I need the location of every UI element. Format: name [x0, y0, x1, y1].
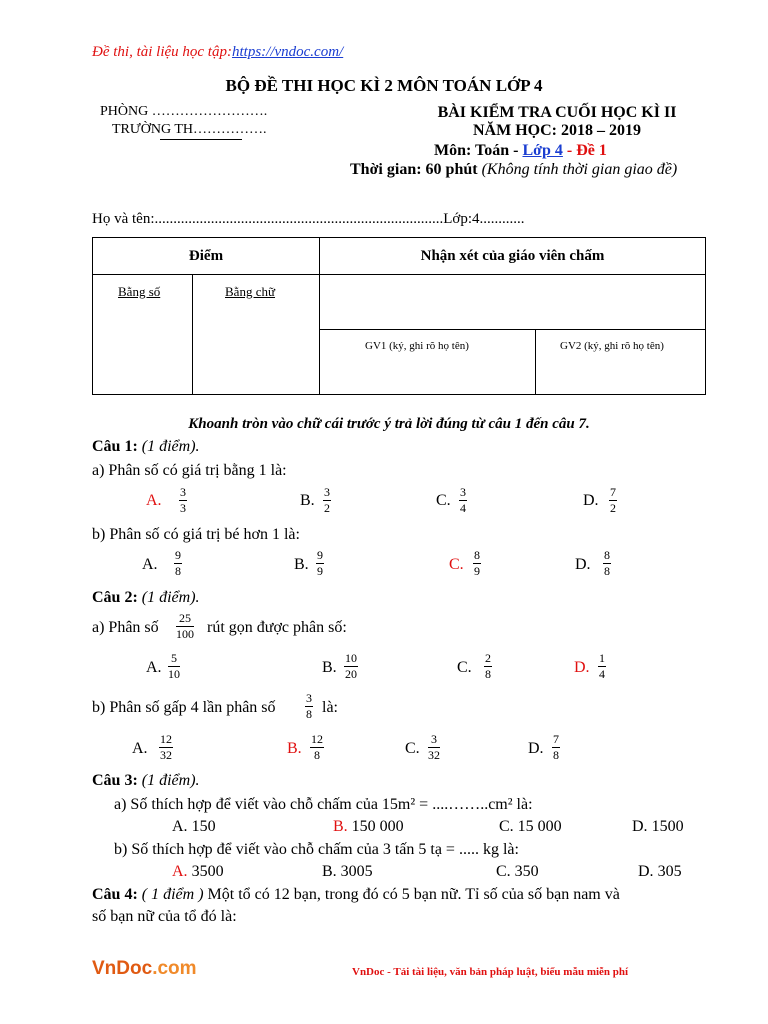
score-words-label: Bằng chữ [225, 284, 276, 299]
q1b-option-d[interactable]: D. [575, 556, 591, 573]
option-letter: A. [172, 818, 188, 835]
exam-title: BÀI KIỂM TRA CUỐI HỌC KÌ II [437, 104, 677, 121]
q3a-option-a[interactable] [172, 818, 216, 836]
numerator: 3 [306, 691, 312, 705]
q1a-option-c[interactable]: C. [436, 492, 451, 509]
q3b-option-b[interactable] [322, 863, 373, 881]
q2-points: (1 điểm). [141, 589, 200, 606]
q1-label: Câu 1: [92, 438, 138, 455]
q2b-option-d[interactable]: D. [528, 740, 544, 757]
q3b-option-d[interactable] [638, 863, 682, 881]
option-letter: C. [499, 818, 514, 835]
q1a-fraction-a [179, 486, 187, 515]
gv2-cell[interactable] [536, 330, 706, 395]
denominator: 4 [599, 667, 605, 681]
q3b-option-c[interactable] [496, 863, 539, 881]
denominator: 2 [324, 501, 330, 515]
option-letter: D. [632, 818, 648, 835]
denominator: 8 [604, 564, 610, 578]
q4-label: Câu 4: [92, 886, 138, 903]
numerator: 10 [345, 651, 357, 665]
q1b-fraction-a [174, 549, 182, 578]
source-link[interactable]: https://vndoc.com/ [231, 44, 344, 60]
comment-cell[interactable] [320, 275, 706, 330]
option-value: 150 000 [351, 818, 404, 835]
numerator: 25 [179, 611, 191, 625]
q2a-option-a[interactable]: A. [146, 659, 162, 676]
q2b-fraction-a [159, 733, 173, 762]
q1a-fraction-d [609, 486, 617, 515]
q2a-fraction-c [484, 652, 492, 681]
q1a-fraction-c [459, 486, 467, 515]
numerator: 8 [474, 548, 480, 562]
score-table [92, 237, 706, 395]
denominator: 2 [610, 501, 616, 515]
option-letter: B. [333, 818, 348, 835]
main-title: BỘ ĐỀ THI HỌC KÌ 2 MÔN TOÁN LỚP 4 [225, 76, 543, 95]
numerator: 3 [180, 485, 186, 499]
q2b-option-a[interactable]: A. [132, 740, 148, 757]
q2a-option-d[interactable]: D. [574, 659, 590, 676]
option-value: 3500 [191, 863, 224, 880]
time-line [350, 161, 677, 179]
option-letter: D. [638, 863, 654, 880]
option-letter: B. [322, 863, 337, 880]
option-value: 3005 [340, 863, 373, 880]
q1b-option-c[interactable]: C. [449, 556, 464, 573]
numerator: 12 [160, 732, 172, 746]
q3-header [92, 772, 200, 790]
option-value: 350 [514, 863, 539, 880]
subject-dash: - [566, 142, 573, 159]
q2a-given-fraction [176, 612, 194, 641]
q4-text-2: số bạn nữ của tổ đó là: [92, 908, 237, 925]
denominator: 4 [460, 501, 466, 515]
q3a-text: a) Số thích hợp để viết vào chỗ chấm của 15m² = ....……..cm² là: [114, 796, 533, 813]
q1b-fraction-d [603, 549, 611, 578]
q1a-option-a[interactable]: A. [146, 492, 162, 509]
q2a-fraction-a [168, 652, 180, 681]
q3-label: Câu 3: [92, 772, 138, 789]
gv2-label: GV2 (ký, ghi rõ họ tên) [560, 340, 664, 352]
score-number-label: Bằng số [118, 284, 161, 299]
option-value: 305 [657, 863, 682, 880]
vndoc-logo[interactable] [92, 958, 197, 980]
q2b-option-b[interactable]: B. [287, 740, 302, 757]
gv1-label: GV1 (ký, ghi rõ họ tên) [365, 340, 469, 352]
option-letter: C. [496, 863, 511, 880]
q1b-text: b) Phân số có giá trị bé hơn 1 là: [92, 526, 300, 543]
numerator: 7 [553, 732, 559, 746]
numerator: 12 [311, 732, 323, 746]
source-prefix: Đề thi, tài liệu học tập: [92, 44, 232, 60]
q2b-given-fraction [305, 692, 313, 721]
numerator: 3 [460, 485, 466, 499]
q3-points: (1 điểm). [141, 772, 200, 789]
numerator: 5 [171, 651, 177, 665]
q1a-option-b[interactable]: B. [300, 492, 315, 509]
denominator: 8 [485, 667, 491, 681]
q4-text-1: Một tổ có 12 bạn, trong đó có 5 bạn nữ. Tỉ số của số bạn nam và [207, 886, 620, 903]
denominator: 8 [306, 707, 312, 721]
option-value: 1500 [651, 818, 684, 835]
source-line [92, 44, 343, 61]
q2a-fraction-b [344, 652, 358, 681]
subject-line [434, 142, 607, 160]
denominator: 32 [160, 748, 172, 762]
q1b-option-b[interactable]: B. [294, 556, 309, 573]
q2b-fraction-c [428, 733, 440, 762]
footer-note: VnDoc - Tải tài liệu, văn bản pháp luật, biểu mẫu miễn phí [352, 966, 629, 978]
logo-dotcom: .com [152, 958, 197, 979]
q2b-post: là: [322, 699, 338, 716]
grade-link[interactable]: Lớp 4 [522, 142, 563, 159]
time-label: Thời gian: 60 phút [350, 161, 478, 178]
denominator: 8 [553, 748, 559, 762]
q1a-text: a) Phân số có giá trị bằng 1 là: [92, 462, 287, 479]
denominator: 8 [314, 748, 320, 762]
denominator: 10 [168, 667, 180, 681]
denominator: 9 [317, 564, 323, 578]
instruction: Khoanh tròn vào chữ cái trước ý trả lời đúng từ câu 1 đến câu 7. [188, 416, 590, 432]
q3b-option-a[interactable] [172, 863, 224, 881]
exam-number: Đề 1 [576, 142, 607, 159]
q2a-post: rút gọn được phân số: [207, 619, 347, 636]
denominator: 8 [175, 564, 181, 578]
q2a-fraction-d [598, 652, 606, 681]
gv1-cell[interactable] [320, 330, 536, 395]
q3b-text: b) Số thích hợp để viết vào chỗ chấm của 3 tấn 5 tạ = ..... kg là: [114, 841, 519, 858]
phong-field: PHÒNG ……………………. [100, 104, 268, 119]
q1b-fraction-c [473, 549, 481, 578]
numerator: 9 [317, 548, 323, 562]
truong-underline [160, 139, 242, 140]
school-year: NĂM HỌC: 2018 – 2019 [473, 122, 641, 139]
q2b-pre: b) Phân số gấp 4 lần phân số [92, 699, 276, 716]
numerator: 8 [604, 548, 610, 562]
option-value: 15 000 [517, 818, 562, 835]
q1-points: (1 điểm). [141, 438, 200, 455]
score-number-cell[interactable] [93, 275, 193, 395]
q4-line-1 [92, 886, 620, 904]
score-header: Điểm [93, 238, 320, 275]
q2a-option-b[interactable]: B. [322, 659, 337, 676]
q3a-option-c[interactable] [499, 818, 562, 836]
numerator: 1 [599, 651, 605, 665]
comment-header: Nhận xét của giáo viên chấm [320, 238, 706, 275]
q2-label: Câu 2: [92, 589, 138, 606]
q3a-option-d[interactable] [632, 818, 684, 836]
q1-header [92, 438, 200, 456]
numerator: 3 [431, 732, 437, 746]
time-note: (Không tính thời gian giao đề) [481, 161, 678, 178]
truong-field: TRƯỜNG TH……………. [112, 122, 267, 137]
q2a-option-c[interactable]: C. [457, 659, 472, 676]
q2a-pre: a) Phân số [92, 619, 159, 636]
q1b-fraction-b [316, 549, 324, 578]
denominator: 20 [345, 667, 357, 681]
q1b-option-a[interactable]: A. [142, 556, 158, 573]
q4-points: ( 1 điểm ) [141, 886, 204, 903]
q1a-option-d[interactable]: D. [583, 492, 599, 509]
q2b-fraction-d [552, 733, 560, 762]
denominator: 100 [176, 627, 194, 641]
student-name-line: Họ và tên:.............................................................................Lớp:4............ [92, 211, 525, 227]
q2-header [92, 589, 200, 607]
logo-vndoc: VnDoc [92, 958, 153, 979]
score-words-cell[interactable] [193, 275, 320, 395]
q3a-option-b[interactable] [333, 818, 404, 836]
q1a-fraction-b [323, 486, 331, 515]
denominator: 32 [428, 748, 440, 762]
numerator: 7 [610, 485, 616, 499]
option-value: 150 [191, 818, 216, 835]
numerator: 9 [175, 548, 181, 562]
denominator: 9 [474, 564, 480, 578]
numerator: 2 [485, 651, 491, 665]
q2b-fraction-b [310, 733, 324, 762]
option-letter: A. [172, 863, 188, 880]
subject-label: Môn: Toán - [434, 142, 519, 159]
q2b-option-c[interactable]: C. [405, 740, 420, 757]
denominator: 3 [180, 501, 186, 515]
numerator: 3 [324, 485, 330, 499]
